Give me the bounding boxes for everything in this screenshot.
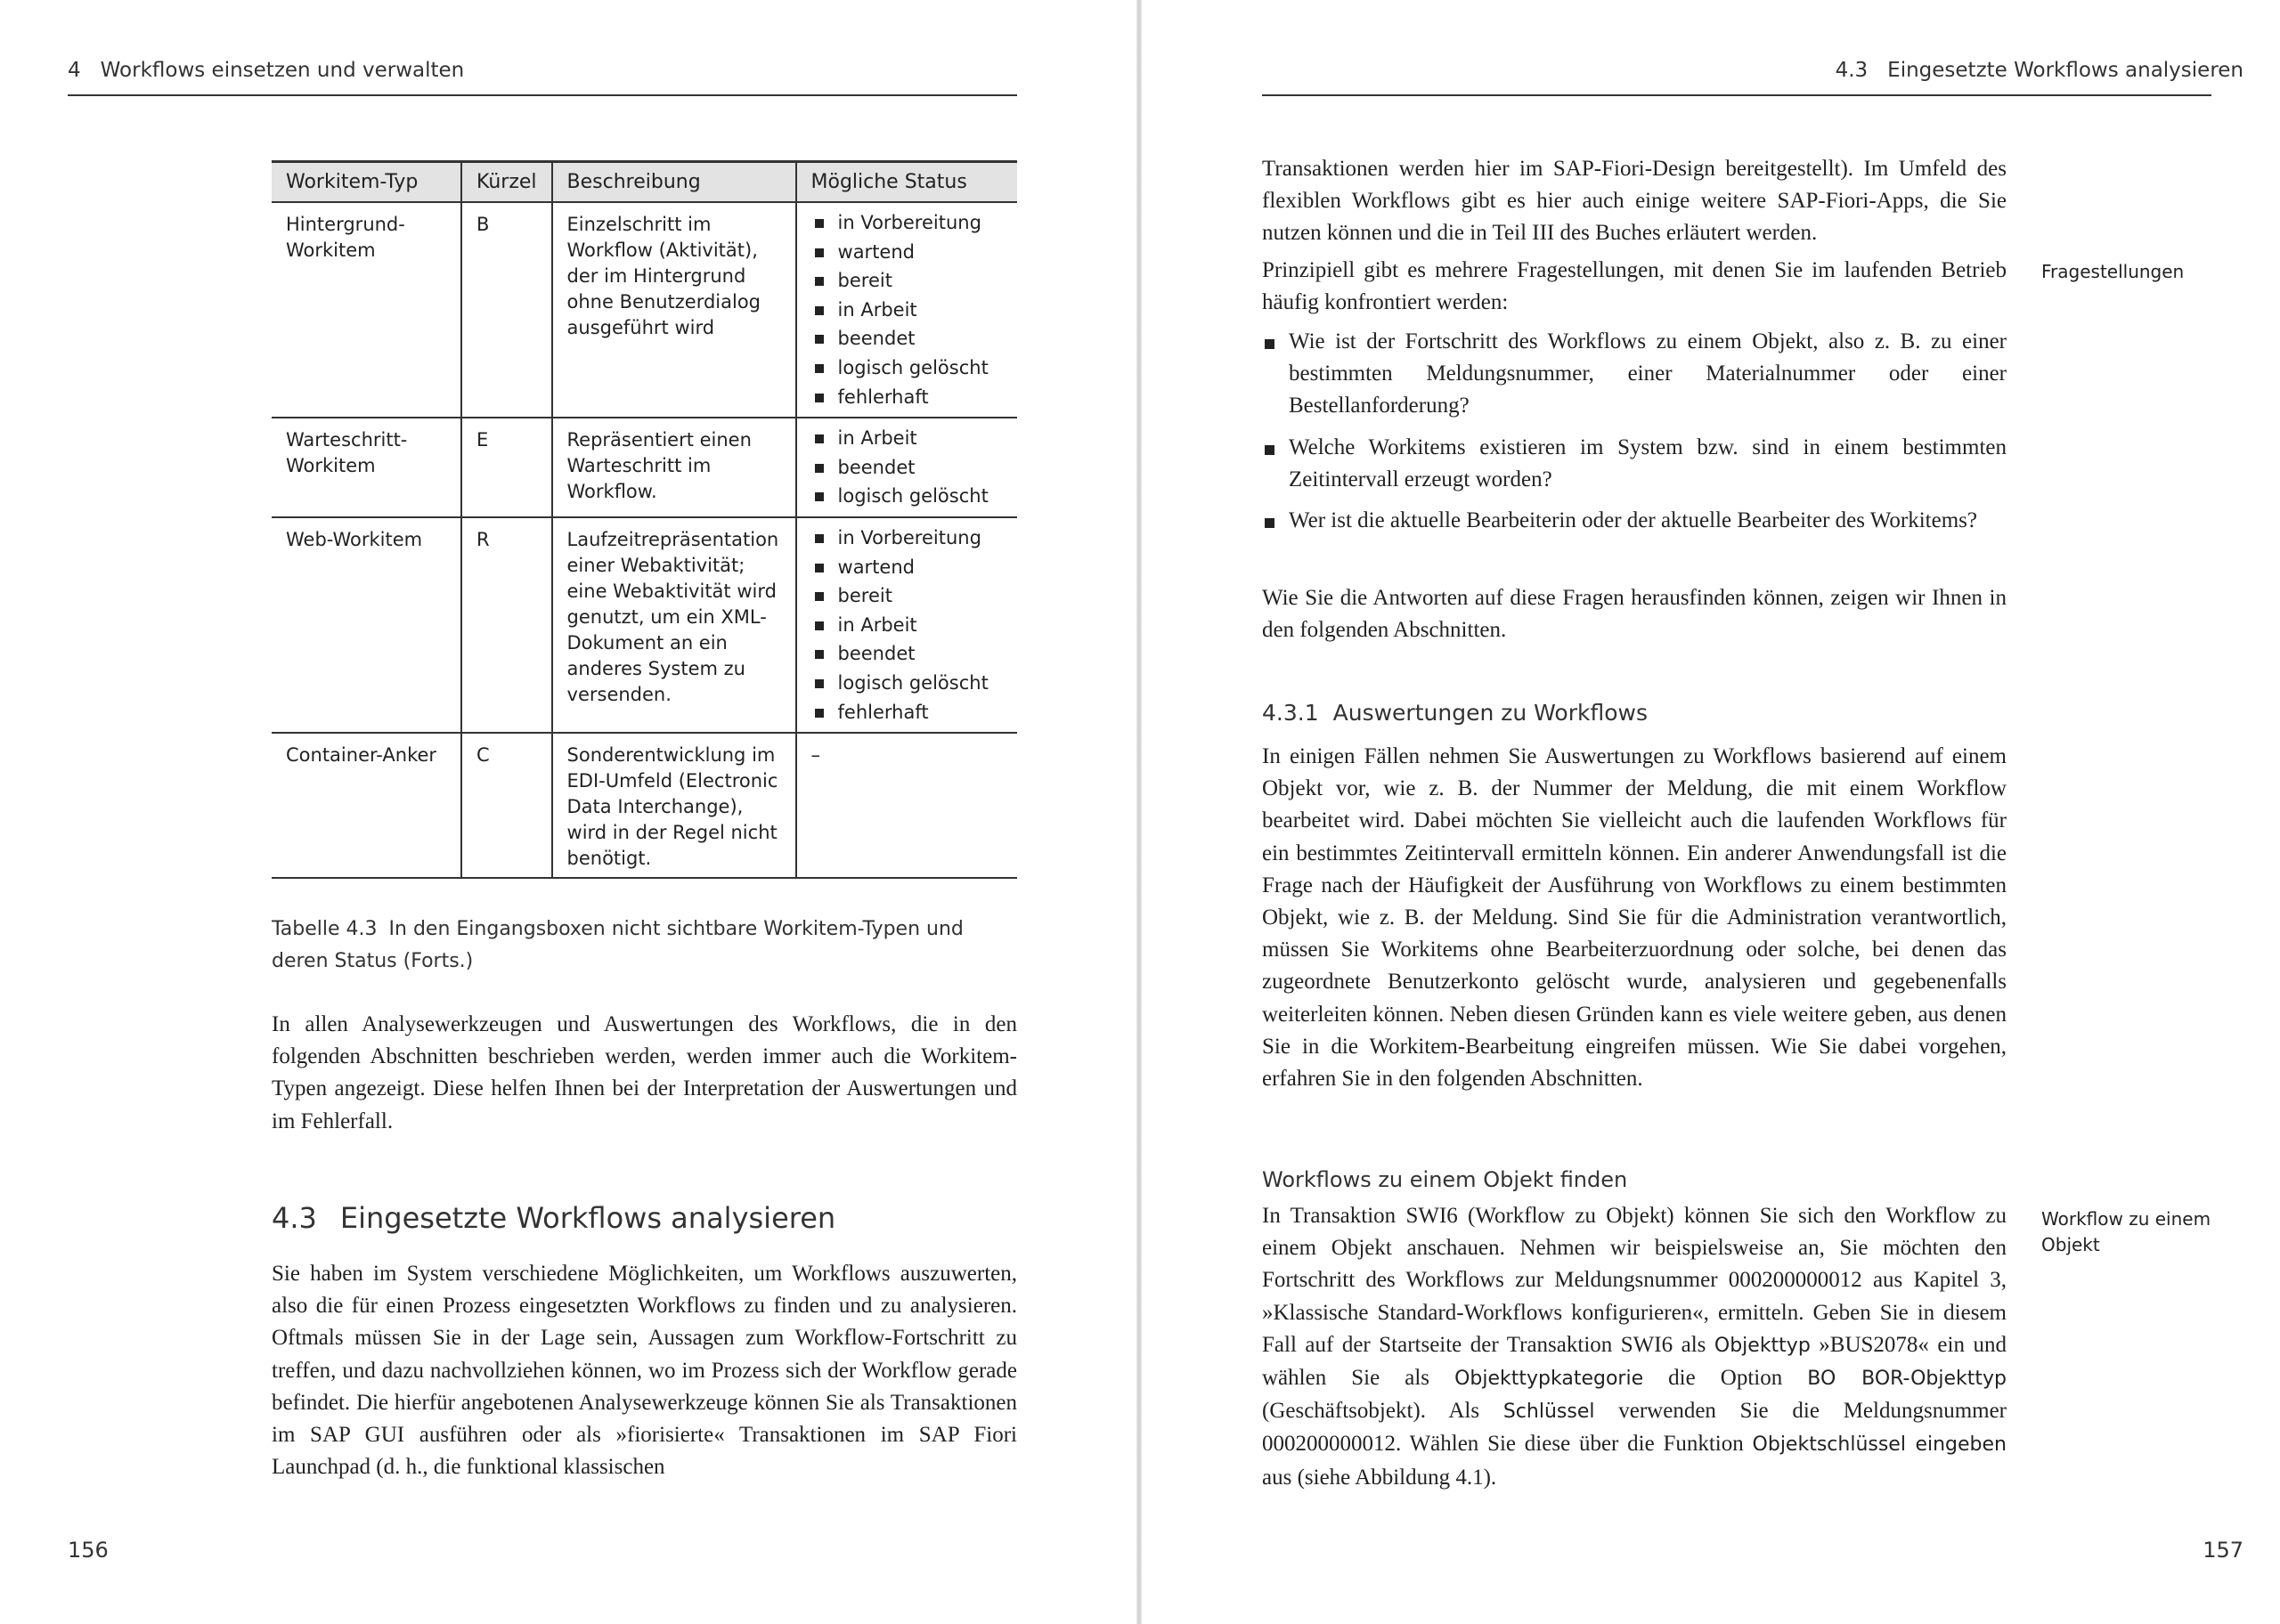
subsection-number: 4.3.1 [1262,700,1319,726]
status-item: logisch gelöscht [811,353,1003,383]
status-item: bereit [811,581,1003,611]
text-run: In Transaktion SWI6 (Workflow zu Objekt) können Sie sich den Workflow zu einem Objekt anschauen. Nehmen wir beispielsweise an, Sie möchten den Fortschritt des Workflows zur Meldungsnummer 000200000012 aus Kapitel 3, »Klassische Standard-Workflows konfigurieren«, ermitteln. Geben Sie in diesem Fall auf der Startseite der Transaktion SWI6 als [1262,1204,2007,1357]
type-cell: Hintergrund-Workitem [272,202,461,418]
type-cell: Container-Anker [272,733,461,878]
status-item: beendet [811,639,1003,669]
ui-term: Objekttypkategorie [1454,1368,1644,1391]
status-item: fehlerhaft [811,383,1003,412]
caption-label: Tabelle 4.3 [272,918,378,940]
ui-term: Objekttyp [1714,1334,1811,1357]
running-head-left [68,59,464,82]
status-cell [796,202,1017,418]
body-paragraph: Wie Sie die Antworten auf diese Fragen herausfinden können, zeigen wir Ihnen in den folgenden Abschnitten. [1262,586,2007,643]
desc-cell: Einzelschritt im Workflow (Aktivität), der im Hintergrund ohne Benutzerdialog ausgeführt wird [552,202,796,418]
status-list [811,524,1003,727]
section-heading [272,1201,835,1235]
code-cell: E [461,418,552,517]
subsection-title: Auswertungen zu Workflows [1332,700,1648,726]
list-item: Welche Workitems existieren im System bzw. sind in einem bestimmten Zeitintervall erzeugt worden? [1262,432,2007,496]
text-run: aus (siehe Abbildung 4.1). [1262,1465,1497,1490]
body-paragraph: In allen Analysewerkzeugen und Auswertungen des Workflows, die in den folgenden Abschnitten beschrieben werden, werden immer auch die Workitem-Typen angezeigt. Diese helfen Ihnen bei der Interpretation der Auswertungen und im Fehlerfall. [272,1012,1017,1133]
desc-cell: Repräsentiert einen Warteschritt im Workflow. [552,418,796,517]
code-cell: C [461,733,552,878]
status-item: in Vorbereitung [811,208,1003,238]
desc-cell: Laufzeitrepräsentation einer Webaktivität; eine Webaktivität wird genutzt, um ein XML-Dokument an ein anderes System zu versenden. [552,517,796,733]
ui-term: Schlüssel [1502,1401,1595,1424]
table-header-cell: Beschreibung [552,162,796,203]
code-cell: B [461,202,552,418]
minor-heading: Workflows zu einem Objekt finden [1262,1167,1628,1192]
body-paragraph: In einigen Fällen nehmen Sie Auswertungen zu Workflows basierend auf einem Objekt vor, wie z. B. der Nummer der Meldung, die mit einem Workflow bearbeitet wird. Dabei möchten Sie vielleicht auch die laufenden Workflows für ein bestimmtes Zeitintervall ermitteln können. Ein anderer Anwendungsfall ist die Frage nach der Häufigkeit der Ausführung von Workflows zu einem bestimmten Objekt, wie z. B. der Meldung. Sind Sie für die Administration verantwortlich, müssen Sie Workitems ohne Bearbeiterzuordnung oder solche, bei denen das zugeordnete Benutzerkonto gelöscht wurde, analysieren und gegebenenfalls weiterleiten können. Neben diesen Gründen kann es viele weitere geben, aus denen Sie in die Workitem-Bearbeitung eingreifen müssen. Wie Sie dabei vorgehen, erfahren Sie in den folgenden Abschnitten. [1262,744,2007,1092]
section-title: Eingesetzte Workflows analysieren [1887,59,2243,82]
page-number: 156 [68,1538,109,1563]
status-list [811,424,1003,511]
status-item: beendet [811,324,1003,353]
type-cell: Warteschritt-Workitem [272,418,461,517]
status-item: in Arbeit [811,424,1003,453]
margin-note: Workflow zu einem Objekt [2041,1208,2211,1255]
section-number: 4.3 [1835,59,1869,82]
header-rule [68,94,1017,96]
text-run: »BUS2078« ein und wählen Sie als [1262,1332,2007,1391]
status-item: bereit [811,266,1003,296]
status-item: wartend [811,238,1003,267]
status-item: in Arbeit [811,611,1003,640]
subsection-heading [1262,700,1648,726]
left-page [0,0,1138,1624]
page-number: 157 [2203,1538,2243,1563]
body-paragraph [1262,1200,2007,1494]
body-paragraph: Transaktionen werden hier im SAP-Fiori-Design bereitgestellt). Im Umfeld des flexiblen Workflows gibt es hier auch einige weitere SAP-Fiori-Apps, die Sie nutzen können und die in Teil III des Buches erläutert werden. [1262,157,2007,246]
table-row [272,202,1017,418]
header-rule [1262,94,2211,96]
section-title: Eingesetzte Workflows analysieren [339,1201,836,1235]
status-item: logisch gelöscht [811,669,1003,698]
desc-cell: Sonderentwicklung im EDI-Umfeld (Electronic Data Interchange), wird in der Regel nicht benötigt. [552,733,796,878]
text-run: verwenden Sie die Meldungsnummer 000200000012. Wählen Sie diese über die Funktion [1262,1399,2007,1457]
text-run: die Option [1643,1366,1808,1391]
table-row [272,517,1017,733]
chapter-number: 4 [68,59,81,82]
status-cell [796,517,1017,733]
ui-term: Objektschlüssel eingeben [1752,1433,2007,1457]
status-cell: – [796,733,1017,878]
table-header-cell: Mögliche Status [796,162,1017,203]
text-run: (Geschäftsobjekt). Als [1262,1399,1503,1424]
status-item: logisch gelöscht [811,482,1003,511]
status-item: in Vorbereitung [811,524,1003,553]
body-paragraph: Sie haben im System verschiedene Möglichkeiten, um Workflows auszuwerten, also die für einen Prozess eingesetzten Workflows zu finden und zu analysieren. Oftmals müssen Sie in der Lage sein, Aussagen zum Workflow-Fortschritt zu treffen, und dazu nachvollziehen können, wo im Prozess sich der Workflow gerade befindet. Die hierfür angebotenen Analysewerkzeuge können Sie als Transaktionen im SAP GUI ausführen oder als »fiorisierte« Transaktionen im SAP Fiori Launchpad (d. h., die funktional klassischen [272,1262,1017,1480]
workitem-table [272,160,1017,879]
question-list [1262,326,2007,546]
list-item: Wie ist der Fortschritt des Workflows zu einem Objekt, also z. B. zu einer bestimmten Meldungsnummer, einer Materialnummer oder einer Bestellanforderung? [1262,326,2007,423]
body-paragraph: Prinzipiell gibt es mehrere Fragestellungen, mit denen Sie im laufenden Betrieb häufig konfrontiert werden: [1262,258,2007,315]
right-page [1142,0,2280,1624]
code-cell: R [461,517,552,733]
status-item: fehlerhaft [811,698,1003,727]
table-header-cell: Kürzel [461,162,552,203]
chapter-title: Workflows einsetzen und verwalten [100,59,465,82]
table-caption [272,914,1020,978]
margin-note: Fragestellungen [2041,261,2185,282]
status-item: in Arbeit [811,296,1003,325]
table-header-cell: Workitem-Typ [272,162,461,203]
table-row [272,418,1017,517]
status-item: wartend [811,553,1003,582]
type-cell: Web-Workitem [272,517,461,733]
status-list [811,208,1003,411]
running-head-right [1836,59,2243,82]
table-row [272,733,1017,878]
status-cell [796,418,1017,517]
ui-term: BO BOR-Objekttyp [1807,1368,2007,1391]
caption-text: In den Eingangsboxen nicht sichtbare Workitem-Typen und deren Status (Forts.) [272,918,964,972]
table-header-row [272,162,1017,203]
list-item: Wer ist die aktuelle Bearbeiterin oder der aktuelle Bearbeiter des Workitems? [1262,505,2007,537]
section-number: 4.3 [272,1201,317,1235]
status-item: beendet [811,453,1003,483]
